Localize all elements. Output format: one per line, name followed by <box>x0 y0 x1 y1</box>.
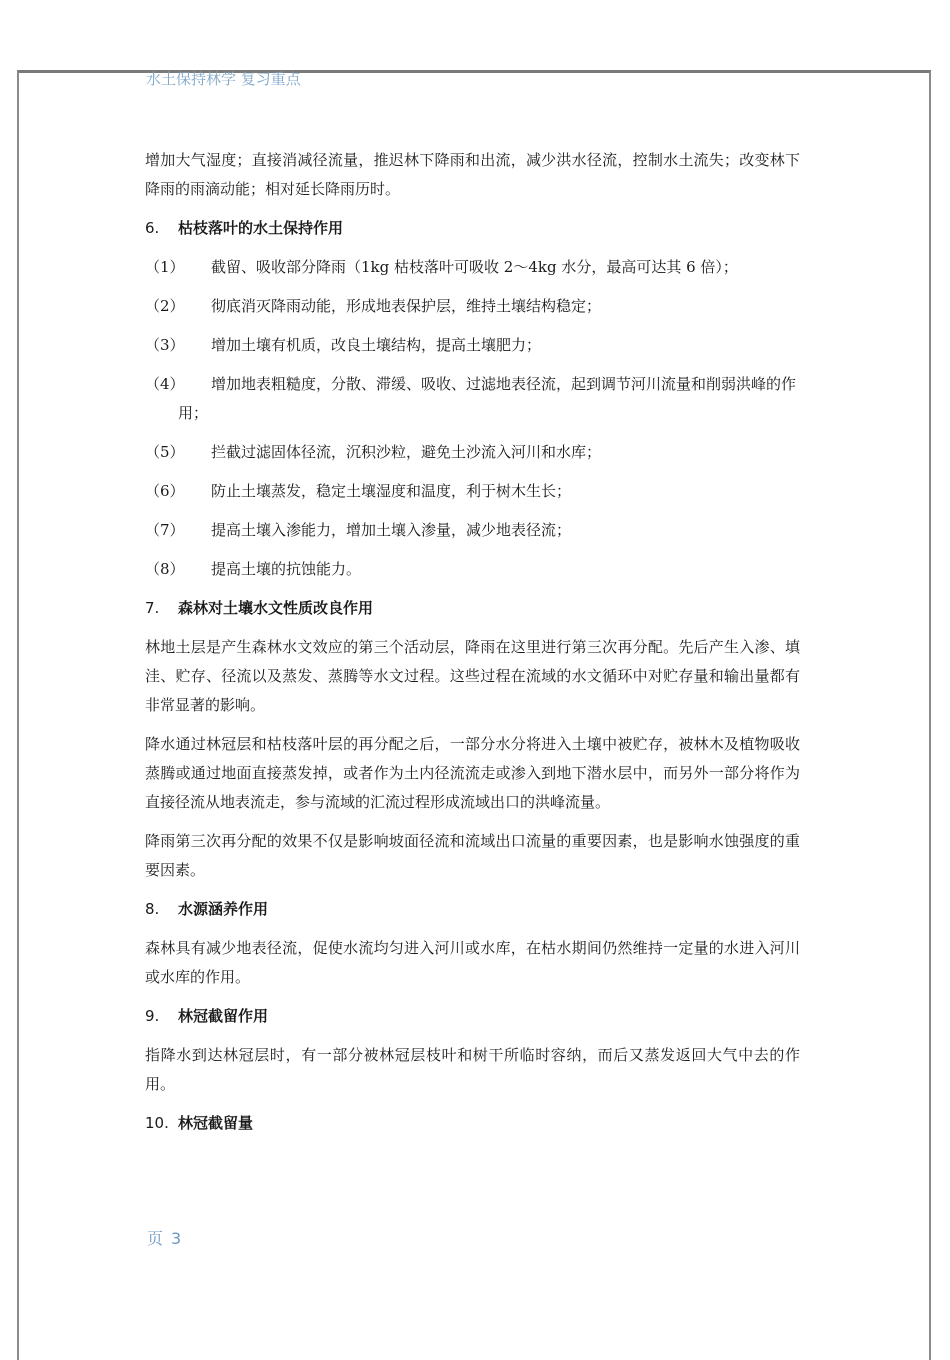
list-text: 增加地表粗糙度，分散、滞缓、吸收、过滤地表径流，起到调节河川流量和削弱洪峰的作用； <box>178 375 797 422</box>
body-paragraph: 森林具有减少地表径流，促使水流均匀进入河川或水库，在枯水期间仍然维持一定量的水进入河川或水库的作用。 <box>145 939 800 986</box>
list-text: 彻底消灭降雨动能，形成地表保护层，维持土壤结构稳定； <box>211 297 602 315</box>
section-number: 7. <box>145 599 160 617</box>
running-header: 水土保持林学 复习重点 <box>146 70 301 88</box>
body-paragraph: 降水通过林冠层和枯枝落叶层的再分配之后，一部分水分将进入土壤中被贮存，被林木及植物吸收蒸腾或通过地面直接蒸发掉，或者作为土内径流流走或渗入到地下潜水层中，而另外一部分将作为直接径流从地表流走，参与流域的汇流过程形成流域出口的洪峰流量。 <box>145 735 800 811</box>
list-item <box>145 516 800 545</box>
list-item <box>145 292 800 321</box>
section-9-heading <box>145 1002 800 1031</box>
list-text: 提高土壤的抗蚀能力。 <box>211 560 362 578</box>
list-marker: （7） <box>145 521 185 539</box>
list-marker: （2） <box>145 297 185 315</box>
section-6-heading <box>145 214 800 243</box>
body-paragraph: 指降水到达林冠层时，有一部分被林冠层枝叶和树干所临时容纳，而后又蒸发返回大气中去的作用。 <box>145 1046 800 1093</box>
section-title: 水源涵养作用 <box>178 900 269 918</box>
page-label: 页 <box>147 1229 164 1248</box>
list-marker: （6） <box>145 482 185 500</box>
list-item <box>145 253 800 282</box>
section-number: 6. <box>145 219 160 237</box>
intro-paragraph: 增加大气湿度；直接消减径流量，推迟林下降雨和出流，减少洪水径流，控制水土流失；改变林下降雨的雨滴动能；相对延长降雨历时。 <box>145 151 800 198</box>
section-title: 林冠截留作用 <box>178 1007 269 1025</box>
page-footer <box>147 1226 181 1249</box>
list-item <box>145 477 800 506</box>
list-item <box>145 370 800 428</box>
section-title: 森林对土壤水文性质改良作用 <box>178 599 374 617</box>
list-item <box>145 438 800 467</box>
list-text: 拦截过滤固体径流，沉积沙粒，避免土沙流入河川和水库； <box>211 443 602 461</box>
section-10-heading <box>145 1109 800 1138</box>
section-7-heading <box>145 594 800 623</box>
list-item <box>145 331 800 360</box>
section-8-heading <box>145 895 800 924</box>
section-number: 10. <box>145 1114 169 1132</box>
list-text: 提高土壤入渗能力，增加土壤入渗量，减少地表径流； <box>211 521 572 539</box>
list-text: 防止土壤蒸发，稳定土壤湿度和温度，利于树木生长； <box>211 482 572 500</box>
list-text: 增加土壤有机质，改良土壤结构，提高土壤肥力； <box>211 336 542 354</box>
list-item <box>145 555 800 584</box>
list-marker: （1） <box>145 258 185 276</box>
section-number: 8. <box>145 900 160 918</box>
section-title: 林冠截留量 <box>178 1114 254 1132</box>
section-title: 枯枝落叶的水土保持作用 <box>178 219 344 237</box>
body-paragraph: 降雨第三次再分配的效果不仅是影响坡面径流和流域出口流量的重要因素，也是影响水蚀强度的重要因素。 <box>145 832 800 879</box>
list-text: 截留、吸收部分降雨（1kg 枯枝落叶可吸收 2～4kg 水分，最高可达其 6 倍）； <box>211 258 738 276</box>
section-number: 9. <box>145 1007 160 1025</box>
list-marker: （8） <box>145 560 185 578</box>
document-body <box>145 146 800 1148</box>
list-marker: （4） <box>145 375 185 393</box>
page-number: 3 <box>171 1229 182 1248</box>
list-marker: （5） <box>145 443 185 461</box>
list-marker: （3） <box>145 336 185 354</box>
body-paragraph: 林地土层是产生森林水文效应的第三个活动层，降雨在这里进行第三次再分配。先后产生入渗、填洼、贮存、径流以及蒸发、蒸腾等水文过程。这些过程在流域的水文循环中对贮存量和输出量都有非常显著的影响。 <box>145 638 800 714</box>
